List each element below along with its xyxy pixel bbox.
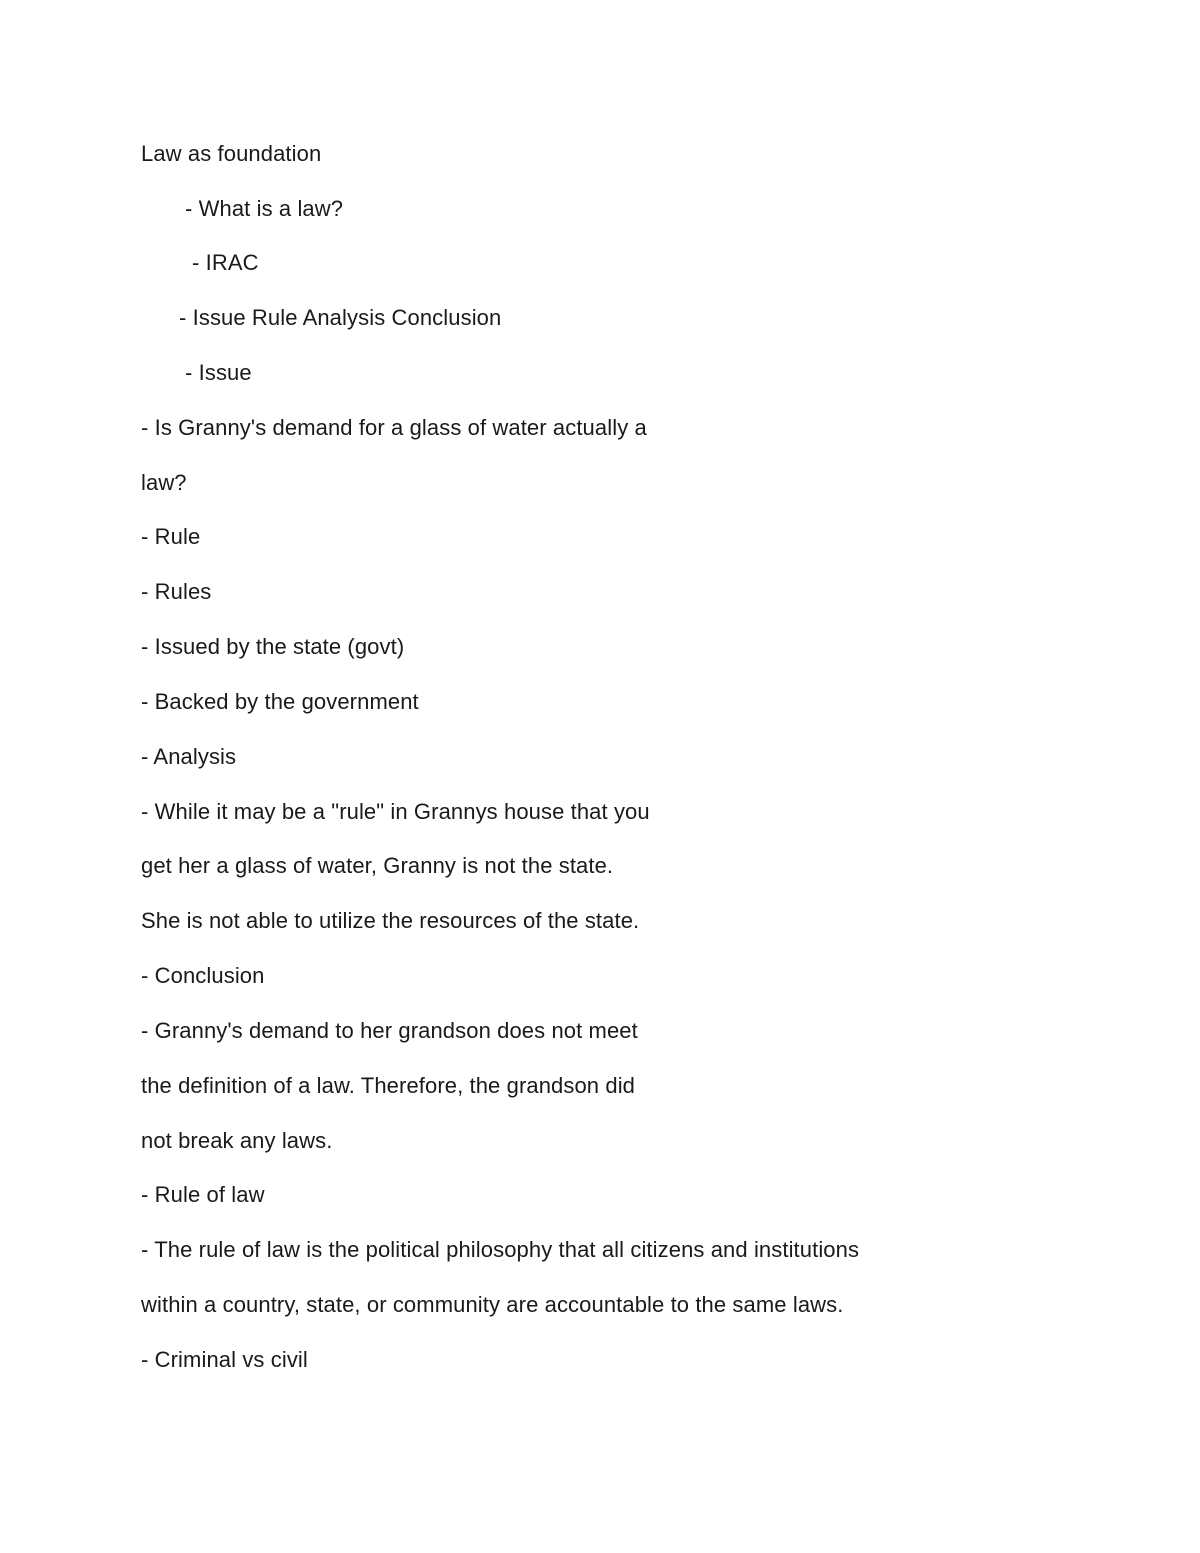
bullet-irac: - IRAC [192, 250, 259, 275]
text-line: - Rule of law [141, 1182, 265, 1207]
text-line: law? [141, 470, 187, 495]
bullet-irac-expansion: - Issue Rule Analysis Conclusion [179, 305, 502, 330]
heading-law-as-foundation: Law as foundation [141, 141, 322, 166]
text-line: not break any laws. [141, 1128, 333, 1153]
text-line: get her a glass of water, Granny is not the state. [141, 853, 614, 878]
text-line: - The rule of law is the political philosophy that all citizens and institutions [141, 1237, 860, 1262]
text-line: - While it may be a "rule" in Grannys house that you [141, 799, 650, 824]
text-line: - Granny's demand to her grandson does not meet [141, 1018, 638, 1043]
text-line: within a country, state, or community are accountable to the same laws. [141, 1292, 844, 1317]
bullet-issue: - Issue [185, 360, 252, 385]
text-line: - Rules [141, 579, 212, 604]
text-line: the definition of a law. Therefore, the grandson did [141, 1073, 636, 1098]
text-line: - Conclusion [141, 963, 265, 988]
text-line: - Analysis [141, 744, 237, 769]
bullet-what-is-a-law: - What is a law? [185, 196, 344, 221]
text-line: - Backed by the government [141, 689, 419, 714]
text-line: - Is Granny's demand for a glass of water actually a [141, 415, 647, 440]
text-line: - Issued by the state (govt) [141, 634, 405, 659]
text-line: - Criminal vs civil [141, 1347, 308, 1372]
text-line: She is not able to utilize the resources of the state. [141, 908, 640, 933]
text-line: - Rule [141, 524, 201, 549]
